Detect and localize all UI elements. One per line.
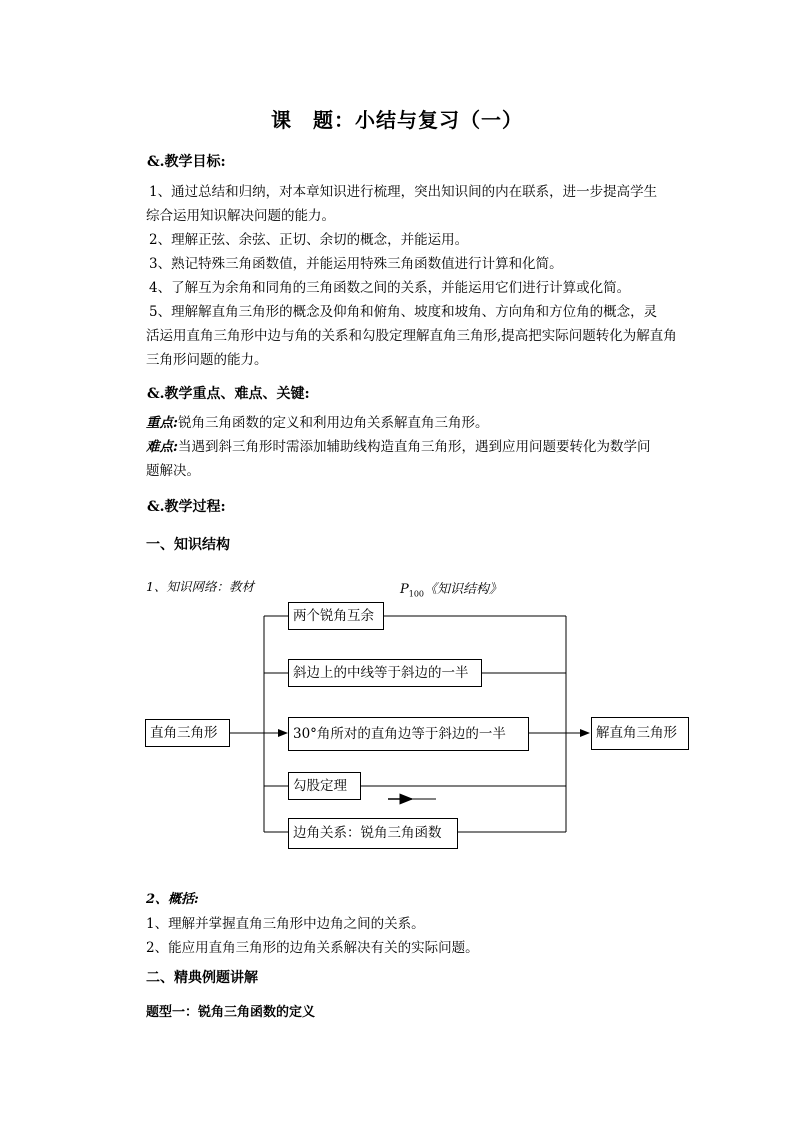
focus-heading: &.教学重点、难点、关键: bbox=[147, 386, 310, 402]
diff-label: 难点: bbox=[146, 439, 178, 455]
goal-5-line-2: 活运用直角三角形中边与角的关系和勾股定理解直角三角形,提高把实际问题转化为解直角 bbox=[146, 328, 677, 344]
page-ref-p: P bbox=[400, 582, 409, 597]
goal-1-line-2: 综合运用知识解决问题的能力。 bbox=[146, 208, 335, 224]
page-title: 课 题：小结与复习（一） bbox=[271, 108, 523, 132]
summary-item-2: 2、能应用直角三角形的边角关系解决有关的实际问题。 bbox=[146, 940, 479, 956]
box-item-3: 30°角所对的直角边等于斜边的一半 bbox=[288, 717, 529, 751]
process-heading: &.教学过程: bbox=[147, 499, 226, 515]
network-label: 1、知识网络：教材 bbox=[146, 579, 254, 594]
box-item-2: 斜边上的中线等于斜边的一半 bbox=[288, 659, 482, 687]
box-item-5: 边角关系：锐角三角函数 bbox=[288, 818, 458, 849]
section-examples: 二、精典例题讲解 bbox=[146, 970, 258, 986]
box-solve-right-triangle: 解直角三角形 bbox=[591, 717, 689, 750]
summary-item-1: 1、理解并掌握直角三角形中边角之间的关系。 bbox=[146, 916, 425, 932]
difficult-point-cont: 题解决。 bbox=[146, 463, 200, 479]
goal-1-line-1: 1、通过总结和归纳，对本章知识进行梳理，突出知识间的内在联系，进一步提高学生 bbox=[149, 184, 658, 200]
question-type-1: 题型一：锐角三角函数的定义 bbox=[146, 1005, 316, 1020]
page-ref-number: 100 bbox=[408, 589, 425, 599]
box-item-1: 两个锐角互余 bbox=[288, 602, 384, 630]
box-right-triangle: 直角三角形 bbox=[145, 719, 230, 747]
goals-heading: &.教学目标: bbox=[147, 154, 226, 170]
goal-5-line-3: 三角形问题的能力。 bbox=[146, 352, 268, 368]
goal-3: 3、熟记特殊三角函数值，并能运用特殊三角函数值进行计算和化简。 bbox=[149, 256, 563, 272]
box-item-4: 勾股定理 bbox=[288, 772, 361, 800]
key-label: 重点: bbox=[146, 415, 178, 431]
summary-heading: 2、概括: bbox=[146, 892, 199, 907]
page-ref-tail: 《知识结构》 bbox=[424, 582, 503, 597]
section-knowledge-structure: 一、知识结构 bbox=[146, 537, 230, 553]
goal-2: 2、理解正弦、余弦、正切、余切的概念，并能运用。 bbox=[149, 232, 469, 248]
key-text: 锐角三角函数的定义和利用边角关系解直角三角形。 bbox=[177, 415, 489, 431]
goal-4: 4、了解互为余角和同角的三角函数之间的关系，并能运用它们进行计算或化简。 bbox=[149, 280, 631, 296]
diff-text: 当遇到斜三角形时需添加辅助线构造直角三角形，遇到应用问题要转化为数学问 bbox=[177, 439, 651, 455]
goal-5-line-1: 5、理解解直角三角形的概念及仰角和俯角、坡度和坡角、方向角和方位角的概念，灵 bbox=[149, 304, 658, 320]
